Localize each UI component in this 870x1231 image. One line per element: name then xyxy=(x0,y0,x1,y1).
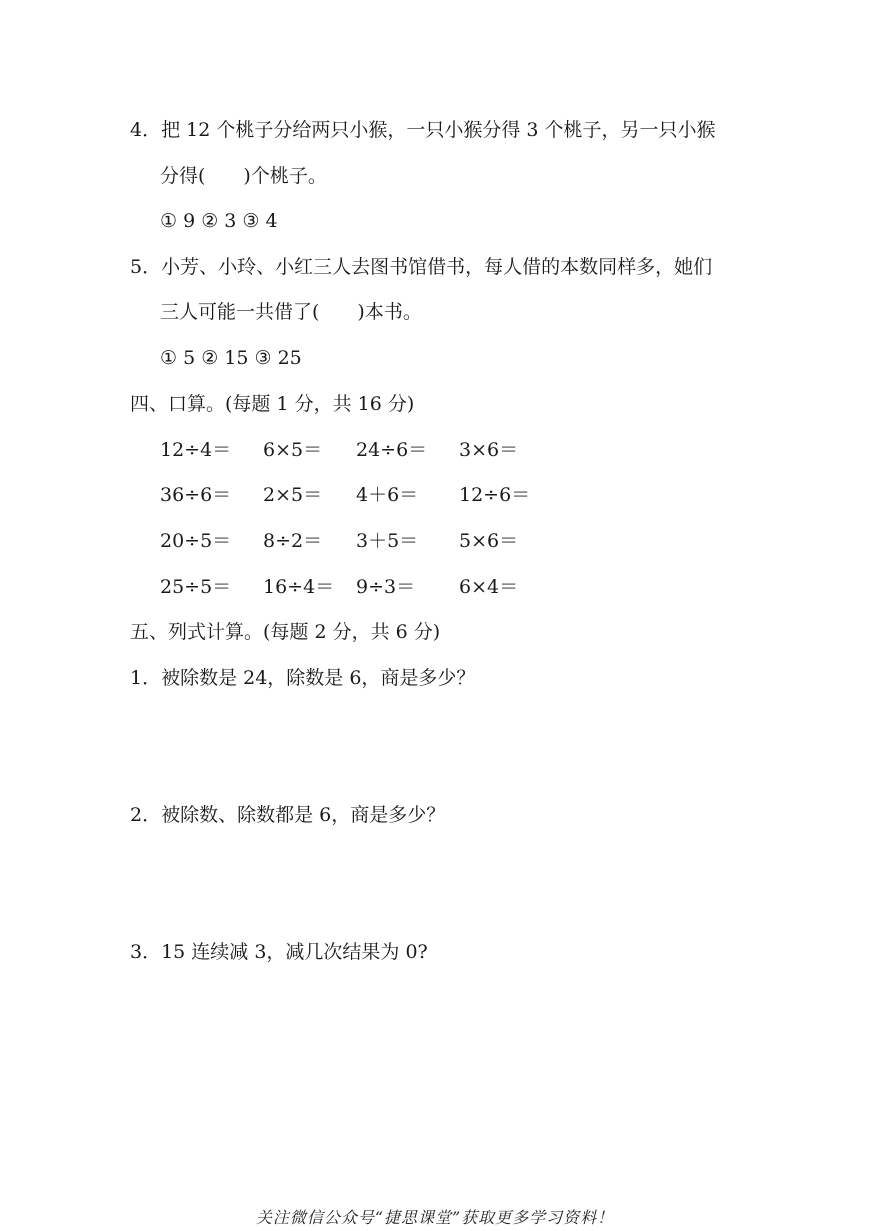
question-5-options: ① 5 ② 15 ③ 25 xyxy=(160,347,302,369)
calc-item: 3＋5＝ xyxy=(356,530,419,552)
calc-item: 6×5＝ xyxy=(263,439,323,461)
calc-row xyxy=(160,575,518,599)
calc-item: 3×6＝ xyxy=(459,439,519,461)
question-4-text-line2: 分得( )个桃子。 xyxy=(160,165,327,187)
calc-item: 2×5＝ xyxy=(263,484,323,506)
calc-row xyxy=(160,529,518,553)
calc-item: 6×4＝ xyxy=(459,576,519,598)
calc-item: 12÷4＝ xyxy=(160,439,232,461)
calc-row xyxy=(160,438,518,462)
calc-item: 36÷6＝ xyxy=(160,484,232,506)
word-problem-3: 3．15 连续减 3，减几次结果为 0? xyxy=(130,941,428,963)
section-5-heading: 五、列式计算。(每题 2 分，共 6 分) xyxy=(130,621,441,643)
calc-item: 20÷5＝ xyxy=(160,530,232,552)
word-problem-1: 1．被除数是 24，除数是 6，商是多少？ xyxy=(130,667,476,689)
calc-item: 5×6＝ xyxy=(459,530,519,552)
word-problem-2: 2．被除数、除数都是 6，商是多少？ xyxy=(130,804,446,826)
calc-item: 16÷4＝ xyxy=(263,576,335,598)
calc-item: 9÷3＝ xyxy=(356,576,416,598)
calc-item: 8÷2＝ xyxy=(263,530,323,552)
calc-item: 12÷6＝ xyxy=(459,484,531,506)
section-4-heading: 四、口算。(每题 1 分，共 16 分) xyxy=(130,393,415,415)
calc-item: 24÷6＝ xyxy=(356,439,428,461)
question-5-text-line1: 5．小芳、小玲、小红三人去图书馆借书，每人借的本数同样多，她们 xyxy=(130,256,713,278)
question-4-options: ① 9 ② 3 ③ 4 xyxy=(160,210,278,232)
calc-row xyxy=(160,483,530,507)
question-5-text-line2: 三人可能一共借了( )本书。 xyxy=(160,301,422,323)
question-4-text-line1: 4．把 12 个桃子分给两只小猴，一只小猴分得 3 个桃子，另一只小猴 xyxy=(130,119,716,141)
calc-item: 4＋6＝ xyxy=(356,484,419,506)
footer-note: 关注微信公众号“捷思课堂”获取更多学习资料！ xyxy=(255,1208,615,1227)
calc-item: 25÷5＝ xyxy=(160,576,232,598)
